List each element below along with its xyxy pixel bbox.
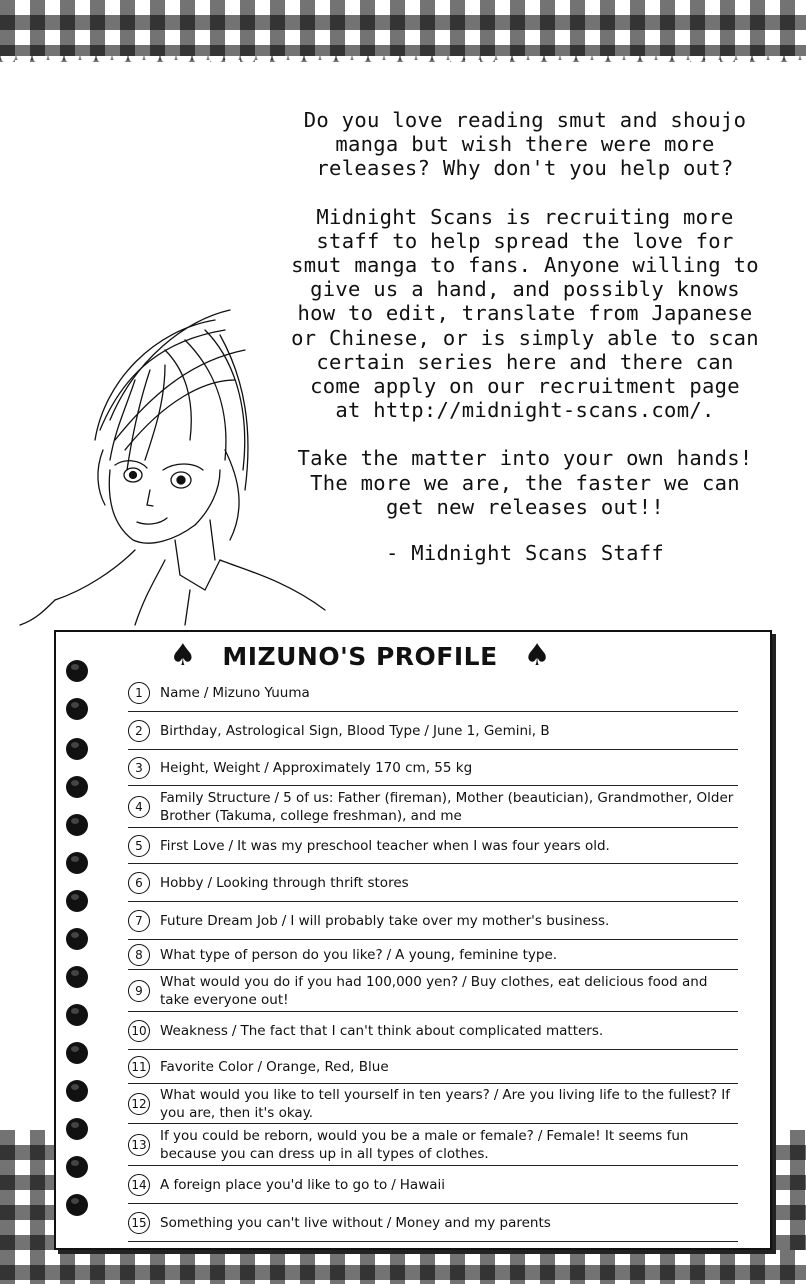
character-sketch-illustration xyxy=(15,290,335,630)
item-number: 5 xyxy=(128,835,150,857)
profile-row: 13 If you could be reborn, would you be a male or female? / Female! It seems fun because you can dress up in all types of clothes. xyxy=(128,1125,738,1166)
item-question: Hobby xyxy=(160,875,204,891)
binder-hole-icon xyxy=(66,698,88,720)
item-number: 1 xyxy=(128,682,150,704)
item-answer: Female! It seems fun because you can dress up in all types of clothes. xyxy=(160,1128,689,1162)
item-answer: Approximately 170 cm, 55 kg xyxy=(272,760,473,776)
binder-hole-icon xyxy=(66,852,88,874)
item-answer: Buy clothes, eat delicious food and take everyone out! xyxy=(160,974,708,1008)
profile-row: 11 Favorite Color / Orange, Red, Blue xyxy=(128,1051,738,1084)
spade-icon: ♠ xyxy=(523,638,551,673)
profile-row: 6 Hobby / Looking through thrift stores xyxy=(128,865,738,902)
profile-row: 12 What would you like to tell yourself in ten years? / Are you living life to the fullest? If you are, then it's okay. xyxy=(128,1085,738,1124)
item-number: 9 xyxy=(128,980,150,1002)
recruitment-notice xyxy=(280,108,770,589)
profile-row: 7 Future Dream Job / I will probably take over my mother's business. xyxy=(128,903,738,940)
item-number: 2 xyxy=(128,720,150,742)
item-question: Birthday, Astrological Sign, Blood Type xyxy=(160,723,421,739)
profile-row: 10 Weakness / The fact that I can't think about complicated matters. xyxy=(128,1013,738,1050)
binder-hole-icon xyxy=(66,1156,88,1178)
item-answer: A young, feminine type. xyxy=(395,947,558,963)
notice-paragraph-3: Take the matter into your own hands! The more we are, the faster we can get new releases out!! xyxy=(297,446,753,519)
profile-row: 15 Something you can't live without / Money and my parents xyxy=(128,1205,738,1242)
item-number: 8 xyxy=(128,944,150,966)
item-number: 10 xyxy=(128,1020,150,1042)
item-question: A foreign place you'd like to go to xyxy=(160,1177,388,1193)
binder-hole-icon xyxy=(66,966,88,988)
item-answer: Mizuno Yuuma xyxy=(212,685,310,701)
binder-hole-icon xyxy=(66,928,88,950)
binder-hole-icon xyxy=(66,738,88,760)
profile-row: 14 A foreign place you'd like to go to / Hawaii xyxy=(128,1167,738,1204)
profile-row: 8 What type of person do you like? / A young, feminine type. xyxy=(128,941,738,970)
profile-row: 1 Name / Mizuno Yuuma xyxy=(128,675,738,712)
binder-hole-icon xyxy=(66,776,88,798)
item-number: 7 xyxy=(128,910,150,932)
notice-paragraph-2: Midnight Scans is recruiting more staff to help spread the love for smut manga to fans. Anyone willing to give us a hand, and possibly knows how to edit, translate from Japanese or Chinese, or is simply able to scan certain series here and there can come apply on our recruitment page at http://midnight-scans.com/. xyxy=(291,204,759,423)
item-number: 13 xyxy=(128,1134,150,1156)
item-question: Name xyxy=(160,685,200,701)
item-question: Favorite Color xyxy=(160,1059,254,1075)
item-question: Something you can't live without xyxy=(160,1215,383,1231)
item-answer: Money and my parents xyxy=(395,1215,551,1231)
notice-signature: - Midnight Scans Staff xyxy=(385,541,665,566)
item-number: 14 xyxy=(128,1174,150,1196)
binder-hole-icon xyxy=(66,1080,88,1102)
item-number: 3 xyxy=(128,757,150,779)
item-number: 11 xyxy=(128,1056,150,1078)
item-question: Family Structure xyxy=(160,790,271,806)
spade-icon: ♠ xyxy=(169,638,197,673)
binder-hole-icon xyxy=(66,1042,88,1064)
item-answer: Are you living life to the fullest? If you are, then it's okay. xyxy=(160,1087,731,1121)
item-number: 12 xyxy=(128,1093,150,1115)
item-question: Height, Weight xyxy=(160,760,261,776)
profile-row: 2 Birthday, Astrological Sign, Blood Type / June 1, Gemini, B xyxy=(128,713,738,750)
item-answer: June 1, Gemini, B xyxy=(432,723,550,739)
binder-hole-icon xyxy=(66,660,88,682)
profile-row: 4 Family Structure / 5 of us: Father (fireman), Mother (beautician), Grandmother, Older Brother (Takuma, college freshman), and me xyxy=(128,787,738,828)
item-number: 4 xyxy=(128,796,150,818)
profile-row: 9 What would you do if you had 100,000 yen? / Buy clothes, eat delicious food and take everyone out! xyxy=(128,971,738,1012)
item-answer: Hawaii xyxy=(399,1177,446,1193)
item-question: What type of person do you like? xyxy=(160,947,383,963)
binder-hole-icon xyxy=(66,890,88,912)
gingham-top-border xyxy=(0,0,806,62)
item-number: 15 xyxy=(128,1212,150,1234)
binder-hole-icon xyxy=(66,1194,88,1216)
item-answer: I will probably take over my mother's business. xyxy=(290,913,610,929)
binder-hole-icon xyxy=(66,814,88,836)
profile-row: 5 First Love / It was my preschool teacher when I was four years old. xyxy=(128,829,738,864)
item-question: What would you like to tell yourself in ten years? xyxy=(160,1087,490,1103)
binder-hole-icon xyxy=(66,1118,88,1140)
profile-title-text: MIZUNO'S PROFILE xyxy=(222,641,498,671)
item-question: If you could be reborn, would you be a male or female? xyxy=(160,1128,534,1144)
item-answer: Looking through thrift stores xyxy=(216,875,409,891)
item-number: 6 xyxy=(128,872,150,894)
profile-row: 3 Height, Weight / Approximately 170 cm, 55 kg xyxy=(128,751,738,786)
item-answer: It was my preschool teacher when I was four years old. xyxy=(237,838,610,854)
binder-hole-icon xyxy=(66,1004,88,1026)
notice-paragraph-1: Do you love reading smut and shoujo manga but wish there were more releases? Why don't you help out? xyxy=(303,108,747,181)
profile-title xyxy=(160,638,560,674)
item-answer: Orange, Red, Blue xyxy=(266,1059,389,1075)
item-question: What would you do if you had 100,000 yen? xyxy=(160,974,459,990)
item-answer: 5 of us: Father (fireman), Mother (beautician), Grandmother, Older Brother (Takuma, college freshman), and me xyxy=(160,790,734,824)
item-answer: The fact that I can't think about complicated matters. xyxy=(240,1023,604,1039)
item-question: Future Dream Job xyxy=(160,913,278,929)
item-question: Weakness xyxy=(160,1023,228,1039)
gingham-bottom-border xyxy=(0,1250,806,1284)
item-question: First Love xyxy=(160,838,225,854)
